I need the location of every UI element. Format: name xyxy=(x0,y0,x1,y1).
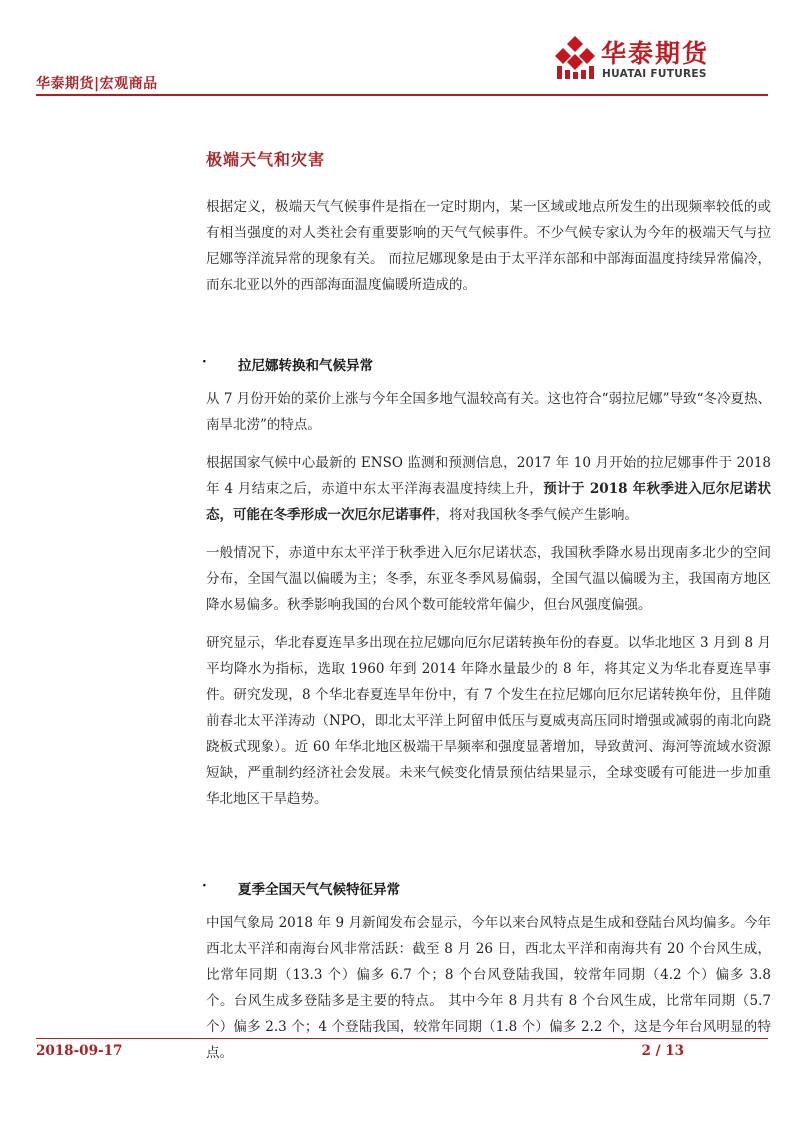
subsection-heading-summer xyxy=(202,878,771,898)
subsection-heading-lanina xyxy=(202,354,771,374)
bullet-icon: · xyxy=(202,354,207,370)
main-content xyxy=(202,147,771,1072)
company-logo xyxy=(553,34,723,86)
footer-date: 2018-09-17 xyxy=(36,1043,123,1059)
paragraph-enso xyxy=(206,450,771,528)
subsection-heading-text: 夏季全国天气气候特征异常 xyxy=(238,882,400,898)
section-title: 极端天气和灾害 xyxy=(206,150,326,169)
paragraph-emphasis: 预计于 2018 年秋季进入厄尔尼诺状态，可能在冬季形成一次厄尔尼诺事件 xyxy=(206,481,771,523)
logo-name-en: HUATAI FUTURES xyxy=(602,68,707,80)
paragraph-text: ，将对我国秋冬季气候产生影响。 xyxy=(435,507,638,523)
intro-paragraph: 根据定义，极端天气气候事件是指在一定时期内，某一区域或地点所发生的出现频率较低的或有相当强度的对人类社会有重要影响的天气气候事件。不少气候专家认为今年的极端天气与拉尼娜等洋流异常的现象有关。 而拉尼娜现象是由于太平洋东部和中部海面温度持续异常偏冷，而东北亚以外的西部海面温度偏暖所造成的。 xyxy=(206,199,771,293)
paragraph: 从 7 月份开始的菜价上涨与今年全国多地气温较高有关。这也符合“弱拉尼娜”导致“冬冷夏热、南旱北涝”的特点。 xyxy=(206,391,771,433)
header-title: 华泰期货|宏观商品 xyxy=(36,76,158,92)
footer-divider xyxy=(36,1038,768,1039)
huatai-logo-icon xyxy=(553,34,597,80)
paragraph: 中国气象局 2018 年 9 月新闻发布会显示，今年以来台风特点是生成和登陆台风均偏多。今年西北太平洋和南海台风非常活跃：截至 8 月 26 日，西北太平洋和南海共有 20 个台风生成，比常年同期（13.3 个）偏多 6.7 个；8 个台风登陆我国，较常年同期（4.2 个）偏多 3.8 个。台风生成多登陆多是主要的特点。 其中今年 8 月共有 8 个台风生成，比常年同期（5.7 个）偏多 2.3 个；4 个登陆我国，较常年同期（1.8 个）偏多 2.2 个，这是今年台风明显的特点。 xyxy=(206,915,771,1061)
paragraph-text: 根据国家气候中心最新的 ENSO 监测和预测信息，2017 年 10 月开始的拉尼娜事件于 2018 年 4 月结束之后，赤道中东太平洋海表温度持续上升， xyxy=(206,455,771,497)
page-number: 2 / 13 xyxy=(641,1043,684,1059)
paragraph: 一般情况下，赤道中东太平洋于秋季进入厄尔尼诺状态，我国秋季降水易出现南多北少的空间分布，全国气温以偏暖为主；冬季，东亚冬季风易偏弱，全国气温以偏暖为主，我国南方地区降水易偏多。秋季影响我国的台风个数可能较常年偏少，但台风强度偏强。 xyxy=(206,545,771,613)
subsection-heading-text: 拉尼娜转换和气候异常 xyxy=(238,358,373,374)
paragraph: 研究显示，华北春夏连旱多出现在拉尼娜向厄尔尼诺转换年份的春夏。以华北地区 3 月到 8 月平均降水为指标，选取 1960 年到 2014 年降水量最少的 8 年，将其定义为华北春夏连旱事件。研究发现，8 个华北春夏连旱年份中，有 7 个发生在拉尼娜向厄尔尼诺转换年份，且伴随前春北太平洋涛动（NPO，即北太平洋上阿留申低压与夏威夷高压同时增强或减弱的南北向跷跷板式现象）。近 60 年华北地区极端干旱频率和强度显著增加，导致黄河、海河等流域水资源短缺，严重制约经济社会发展。未来气候变化情景预估结果显示，全球变暖有可能进一步加重华北地区干旱趋势。 xyxy=(206,635,771,807)
logo-name-cn: 华泰期货 xyxy=(601,39,710,68)
header-divider xyxy=(36,94,768,96)
bullet-icon: · xyxy=(202,878,207,894)
